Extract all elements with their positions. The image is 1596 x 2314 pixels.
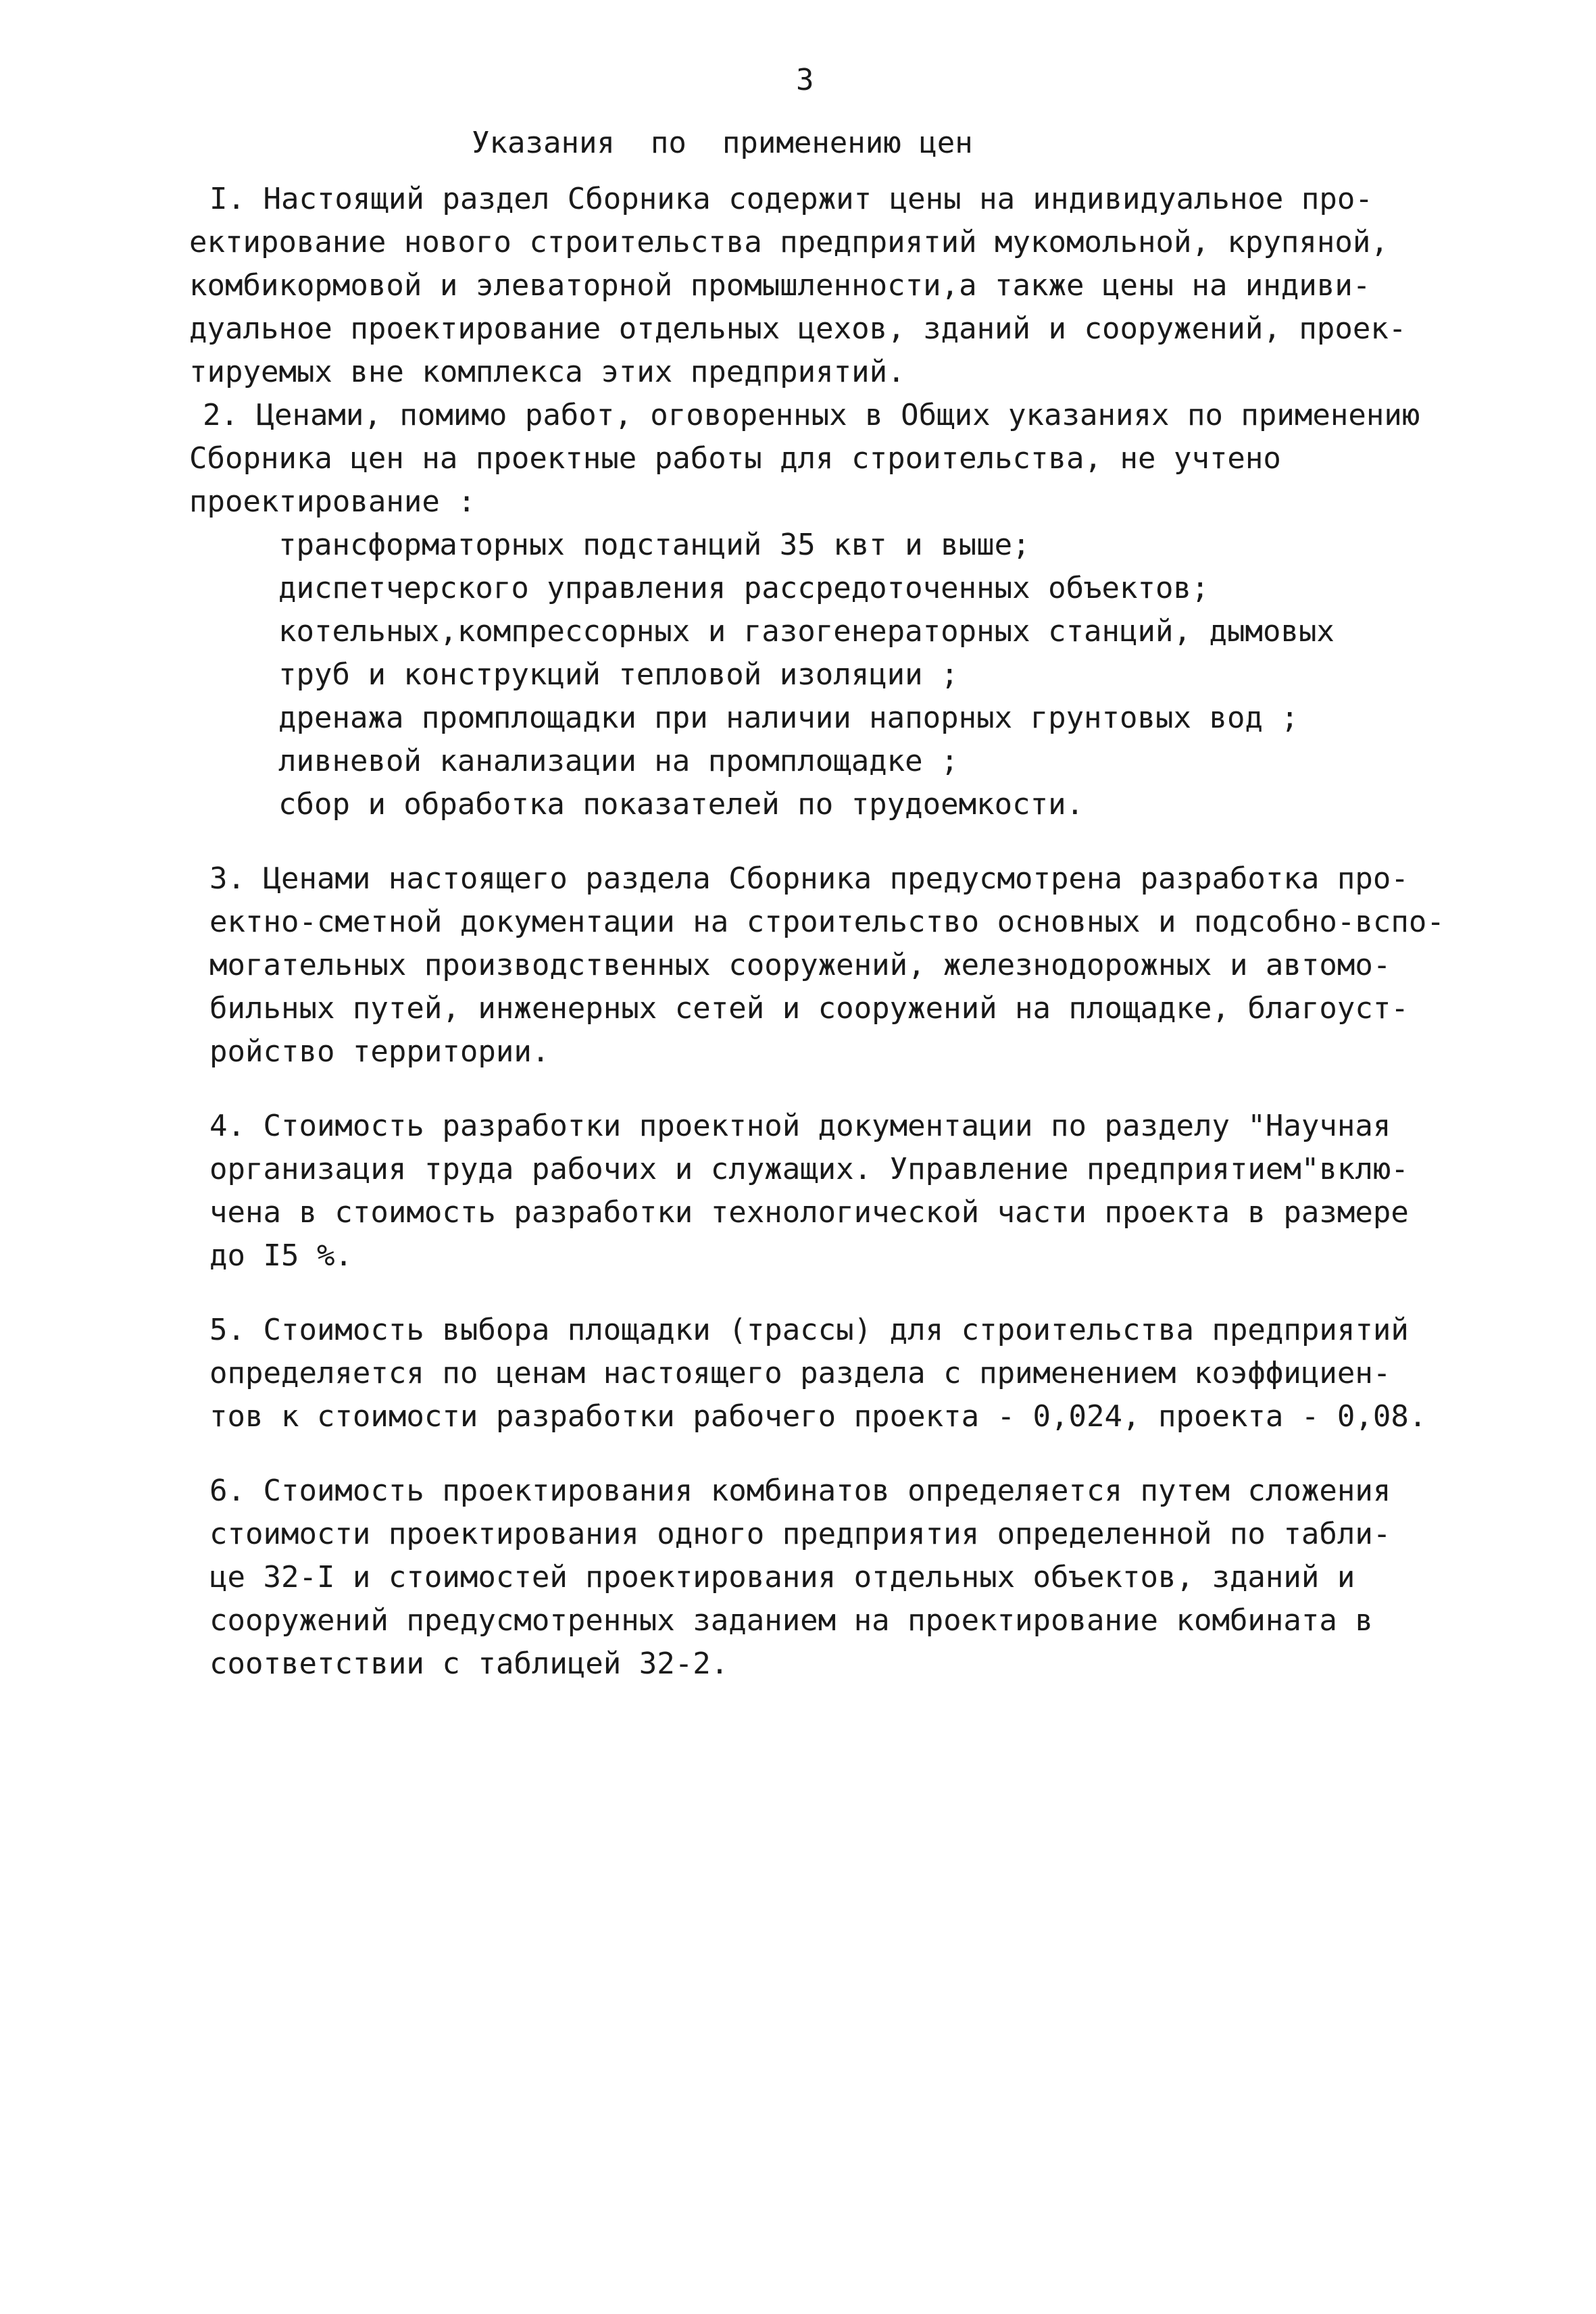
section-2-line-2: Сборника цен на проектные работы для строительства, не учтено — [189, 441, 1281, 476]
section-3-line-4: бильных путей, инженерных сетей и сооружений на площадке, благоуст- — [209, 991, 1409, 1026]
section-6-line-5: соответствии с таблицей 32-2. — [209, 1646, 729, 1681]
section-6-line-1: 6. Стоимость проектирования комбинатов определяется путем сложения — [209, 1474, 1391, 1508]
section-2-line-1: 2. Ценами, помимо работ, оговоренных в Общих указаниях по применению — [203, 398, 1420, 432]
section-4-line-3: чена в стоимость разработки технологической части проекта в размере — [209, 1195, 1409, 1230]
page-number: 3 — [796, 63, 814, 97]
section-5-line-3: тов к стоимости разработки рабочего проекта - 0,024, проекта - 0,08. — [209, 1399, 1427, 1434]
section-2-item-7: сбор и обработка показателей по трудоемкости. — [278, 787, 1084, 822]
section-1-line-2: ектирование нового строительства предприятий мукомольной, крупяной, — [189, 225, 1389, 259]
section-2-item-5: дренажа промплощадки при наличии напорных грунтовых вод ; — [278, 701, 1299, 735]
section-4-line-4: до I5 %. — [209, 1238, 353, 1273]
section-2-line-3: проектирование : — [189, 484, 476, 519]
section-3-line-2: ектно-сметной документации на строительство основных и подсобно-вспо- — [209, 905, 1445, 939]
section-1-line-4: дуальное проектирование отдельных цехов, зданий и сооружений, проек- — [189, 311, 1407, 346]
section-5-line-2: определяется по ценам настоящего раздела с применением коэффициен- — [209, 1356, 1391, 1390]
section-4-line-2: организация труда рабочих и служащих. Управление предприятием"вклю- — [209, 1152, 1409, 1186]
page-heading: Указания по применению цен — [472, 126, 973, 160]
section-2-item-2: диспетчерского управления рассредоточенных объектов; — [278, 571, 1210, 605]
section-2-item-3: котельных,компрессорных и газогенераторных станций, дымовых — [278, 614, 1335, 649]
section-2-item-6: ливневой канализации на промплощадке ; — [278, 744, 959, 778]
section-6-line-4: сооружений предусмотренных заданием на проектирование комбината в — [209, 1603, 1373, 1638]
section-2-item-4: труб и конструкций тепловой изоляции ; — [278, 657, 959, 692]
section-6-line-2: стоимости проектирования одного предприятия определенной по табли- — [209, 1517, 1391, 1551]
section-4-line-1: 4. Стоимость разработки проектной документации по разделу "Научная — [209, 1109, 1391, 1143]
section-1-line-1: I. Настоящий раздел Сборника содержит цены на индивидуальное про- — [209, 182, 1373, 216]
section-3-line-3: могательных производственных сооружений, железнодорожных и автомо- — [209, 948, 1391, 982]
section-1-line-3: комбикормовой и элеваторной промышленности,а также цены на индиви- — [189, 268, 1371, 303]
section-6-line-3: це 32-I и стоимостей проектирования отдельных объектов, зданий и — [209, 1560, 1355, 1594]
section-3-line-1: 3. Ценами настоящего раздела Сборника предусмотрена разработка про- — [209, 861, 1409, 896]
section-1-line-5: тируемых вне комплекса этих предприятий. — [189, 355, 905, 389]
section-5-line-1: 5. Стоимость выбора площадки (трассы) для строительства предприятий — [209, 1313, 1409, 1347]
section-2-item-1: трансформаторных подстанций 35 квт и выше; — [278, 528, 1030, 562]
section-3-line-5: ройство территории. — [209, 1034, 550, 1069]
